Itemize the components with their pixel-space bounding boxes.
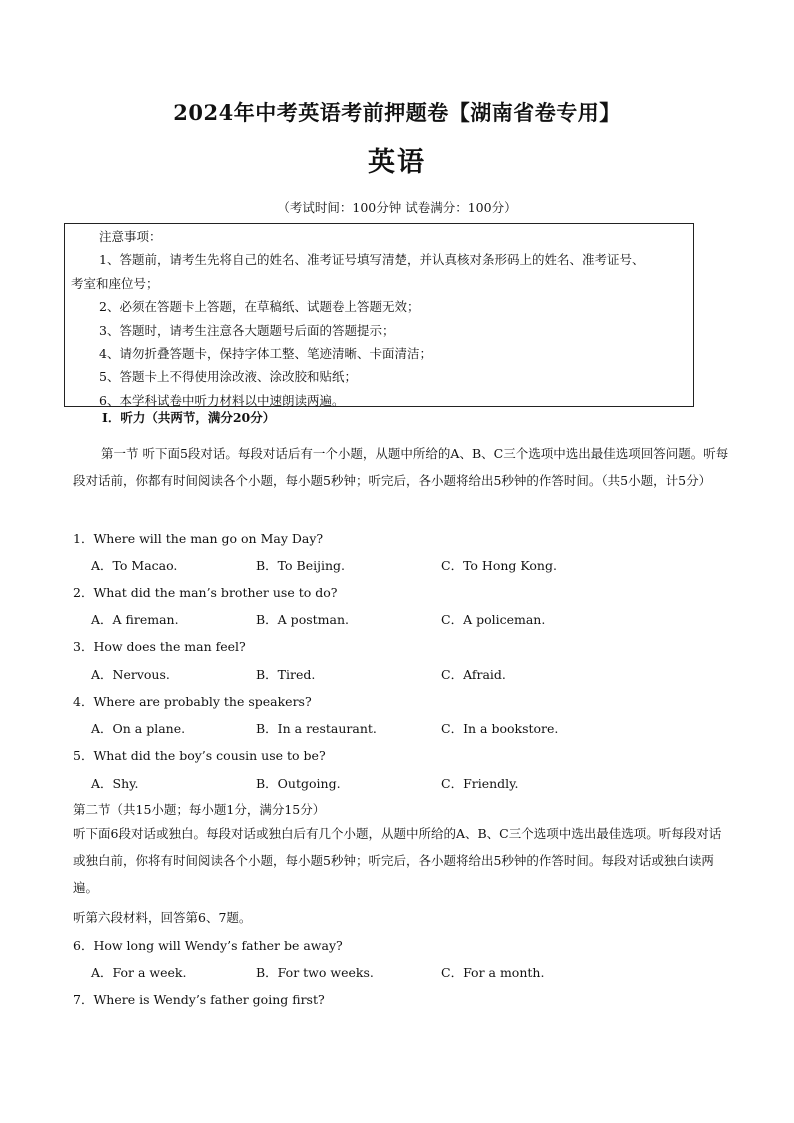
q4-option-c: C．In a bookstore. (441, 721, 559, 736)
q5-option-a: A．Shy. (91, 776, 139, 791)
section2-title: 第二节（共15小题；每小题1分，满分15分） (73, 802, 326, 817)
subject-title: 英语 (368, 147, 426, 178)
q2-option-b: B．A postman. (256, 612, 349, 627)
section2-intro: 听下面6段对话或独白。每段对话或独白后有几个小题，从题中所给的A、B、C三个选项中选出最佳选项。听每段对话或独白前，你将有时间阅读各个小题，每小题5秒钟；听完后，各小题将给出5秒钟的作答时间。每段对话或独白读两遍。 (73, 826, 722, 895)
notice-heading: 注意事项： (99, 229, 162, 244)
notice-box (64, 223, 694, 407)
question-3: 3．How does the man feel? (73, 639, 246, 654)
material-6-instruction: 听第六段材料，回答第6、7题。 (73, 910, 252, 925)
q3-option-a: A．Nervous. (91, 667, 170, 682)
question-7: 7．Where is Wendy’s father going first? (73, 992, 325, 1007)
q6-option-c: C．For a month. (441, 965, 545, 980)
notice-item: 6、本学科试卷中听力材料以中速朗读两遍。 (99, 392, 345, 408)
q4-option-b: B．In a restaurant. (256, 721, 377, 736)
q5-option-b: B．Outgoing. (256, 776, 341, 791)
q6-option-a: A．For a week. (91, 965, 187, 980)
notice-item: 1、答题前，请考生先将自己的姓名、准考证号填写清楚，并认真核对条形码上的姓名、准考证号、 (99, 252, 645, 268)
question-4: 4．Where are probably the speakers? (73, 694, 312, 709)
notice-item: 考室和座位号； (71, 275, 159, 291)
q1-option-b: B．To Beijing. (256, 558, 346, 573)
q1-option-a: A．To Macao. (91, 558, 178, 573)
notice-item: 2、必须在答题卡上答题，在草稿纸、试题卷上答题无效； (99, 299, 420, 315)
question-2: 2．What did the man’s brother use to do? (73, 585, 338, 600)
q6-option-b: B．For two weeks. (256, 965, 374, 980)
q3-option-c: C．Afraid. (441, 667, 506, 682)
listening-part-title: I．听力（共两节，满分20分） (102, 410, 276, 425)
question-1: 1．Where will the man go on May Day? (73, 531, 324, 546)
exam-time-info: （考试时间：100分钟 试卷满分：100分） (277, 200, 517, 215)
q2-option-a: A．A fireman. (91, 612, 179, 627)
section1-intro: 第一节 听下面5段对话。每段对话后有一个小题，从题中所给的A、B、C三个选项中选出最佳选项回答问题。听每段对话前，你都有时间阅读各个小题，每小题5秒钟；听完后，各小题将给出5秒钟的作答时间。（共5小题，计5分） (73, 446, 729, 488)
notice-item: 4、请勿折叠答题卡，保持字体工整、笔迹清晰、卡面清洁； (99, 346, 432, 362)
q4-option-a: A．On a plane. (91, 721, 186, 736)
notice-item: 5、答题卡上不得使用涂改液、涂改胶和贴纸； (99, 369, 357, 385)
question-5: 5．What did the boy’s cousin use to be? (73, 748, 326, 763)
question-6: 6．How long will Wendy’s father be away? (73, 938, 343, 953)
notice-item: 3、答题时，请考生注意各大题题号后面的答题提示； (99, 322, 395, 338)
q2-option-c: C．A policeman. (441, 612, 546, 627)
exam-title: 2024年中考英语考前押题卷【湖南省卷专用】 (173, 100, 621, 125)
q1-option-c: C．To Hong Kong. (441, 558, 557, 573)
q5-option-c: C．Friendly. (441, 776, 519, 791)
q3-option-b: B．Tired. (256, 667, 316, 682)
